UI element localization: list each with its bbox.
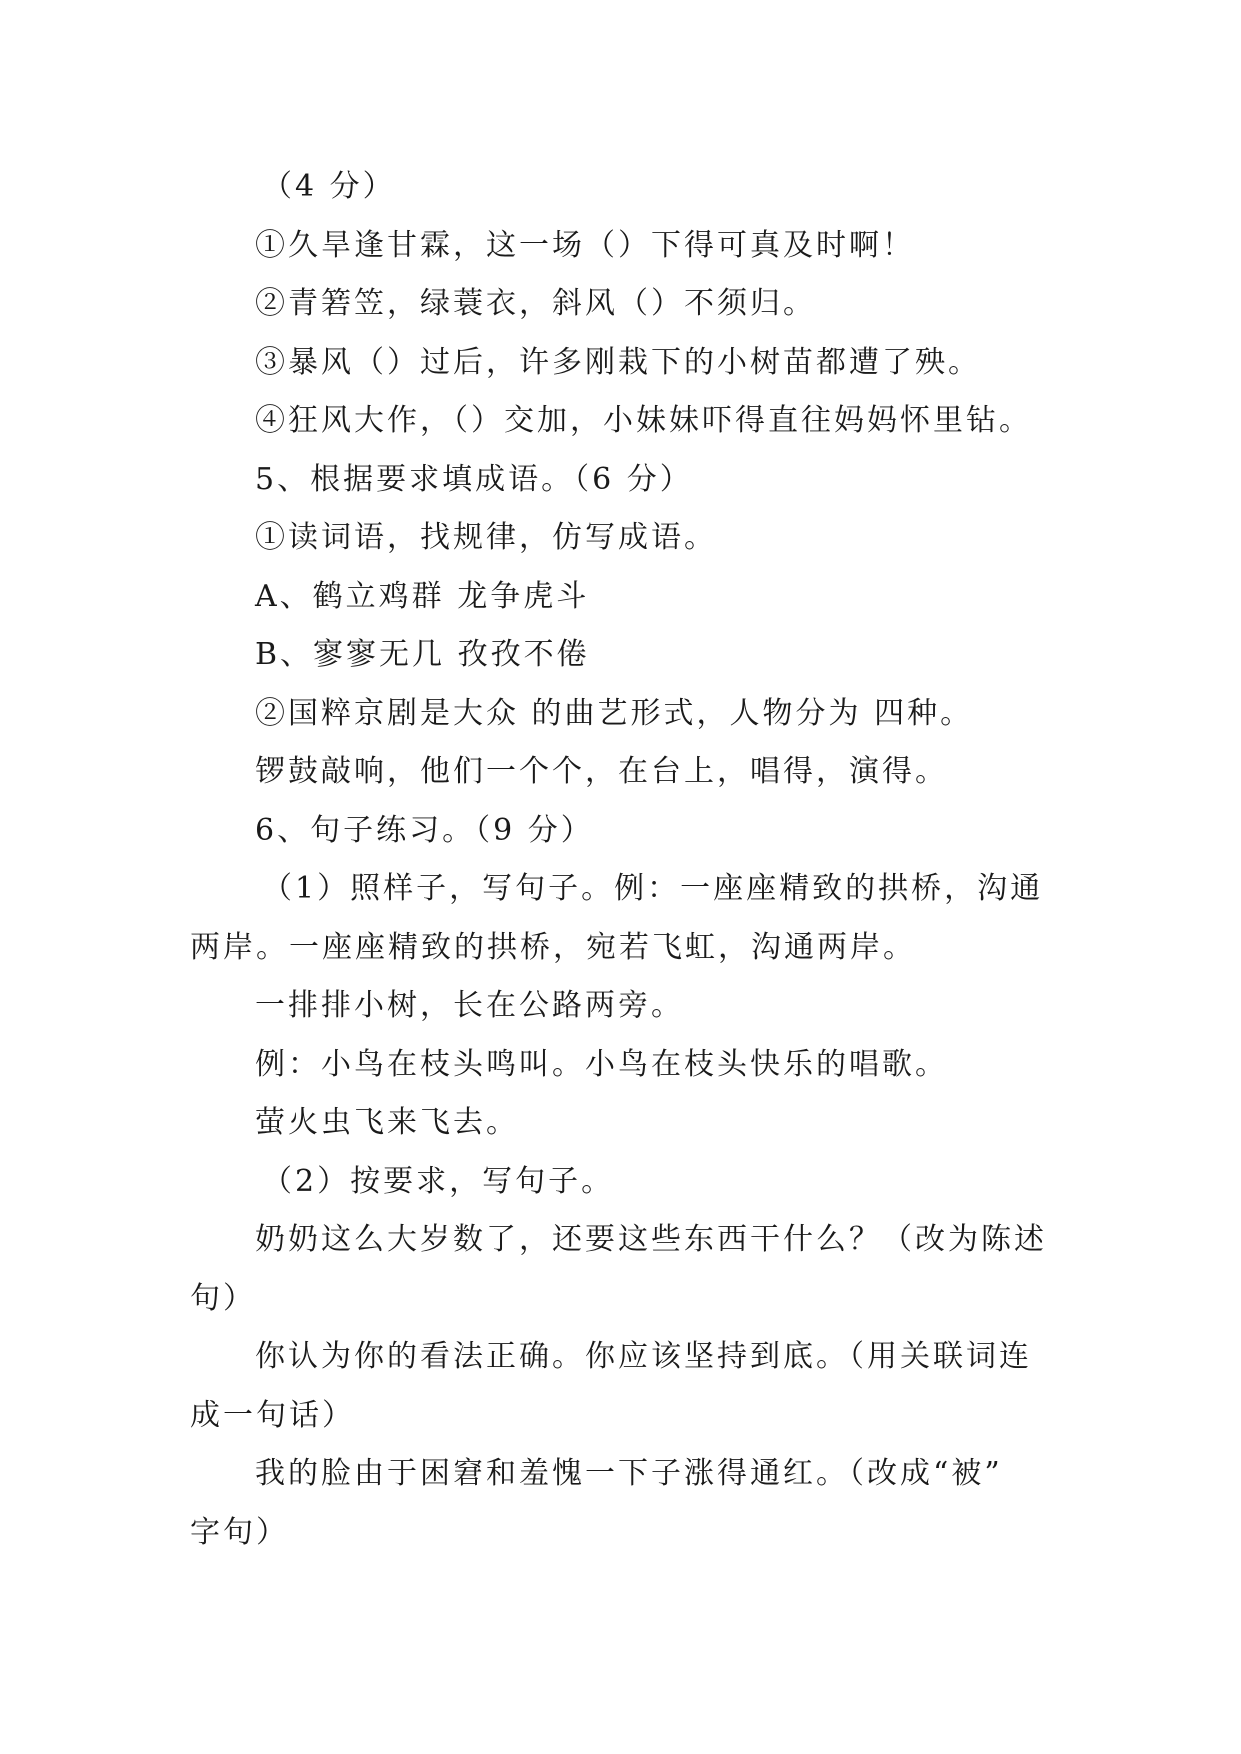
text-line: 字句） [190,1514,289,1550]
text-line: ③暴风（）过后，许多刚栽下的小树苗都遭了殃。 [255,344,981,380]
text-line: B、寥寥无几 孜孜不倦 [255,637,590,672]
question-heading: 5、根据要求填成语。（6 分） [255,461,693,497]
text-line: （1）照样子，写句子。例：一座座精致的拱桥，沟通 [262,871,1044,906]
text-line: 例：小鸟在枝头鸣叫。小鸟在枝头快乐的唱歌。 [255,1046,948,1082]
text-line: 我的脸由于困窘和羞愧一下子涨得通红。（改成“被” [255,1456,1003,1491]
question-heading: 6、句子练习。（9 分） [255,812,594,848]
text-line: 一排排小树，长在公路两旁。 [255,988,684,1023]
text-line: 萤火虫飞来飞去。 [255,1105,519,1140]
text-line: 奶奶这么大岁数了，还要这些东西干什么？（改为陈述 [255,1222,1047,1257]
text-line: A、鹤立鸡群 龙争虎斗 [255,578,590,614]
text-line: ②青箬笠，绿蓑衣，斜风（）不须归。 [255,286,816,321]
text-line: ④狂风大作，（）交加，小妹妹吓得直往妈妈怀里钻。 [255,403,1032,438]
text-line: 两岸。一座座精致的拱桥，宛若飞虹，沟通两岸。 [190,929,916,965]
document-body [190,158,1050,1562]
text-line: （4 分） [262,169,396,204]
text-line: 句） [190,1280,256,1316]
text-line: （2）按要求，写句子。 [262,1163,615,1199]
text-line: 锣鼓敲响，他们一个个，在台上，唱得，演得。 [255,754,948,789]
text-line: 你认为你的看法正确。你应该坚持到底。（用关联词连 [255,1339,1032,1374]
text-line: 成一句话） [190,1397,355,1433]
text-line: ①读词语，找规律，仿写成语。 [255,520,717,555]
text-line: ①久旱逢甘霖，这一场（）下得可真及时啊！ [255,227,915,263]
text-line: ②国粹京剧是大众 的曲艺形式，人物分为 四种。 [255,695,974,731]
